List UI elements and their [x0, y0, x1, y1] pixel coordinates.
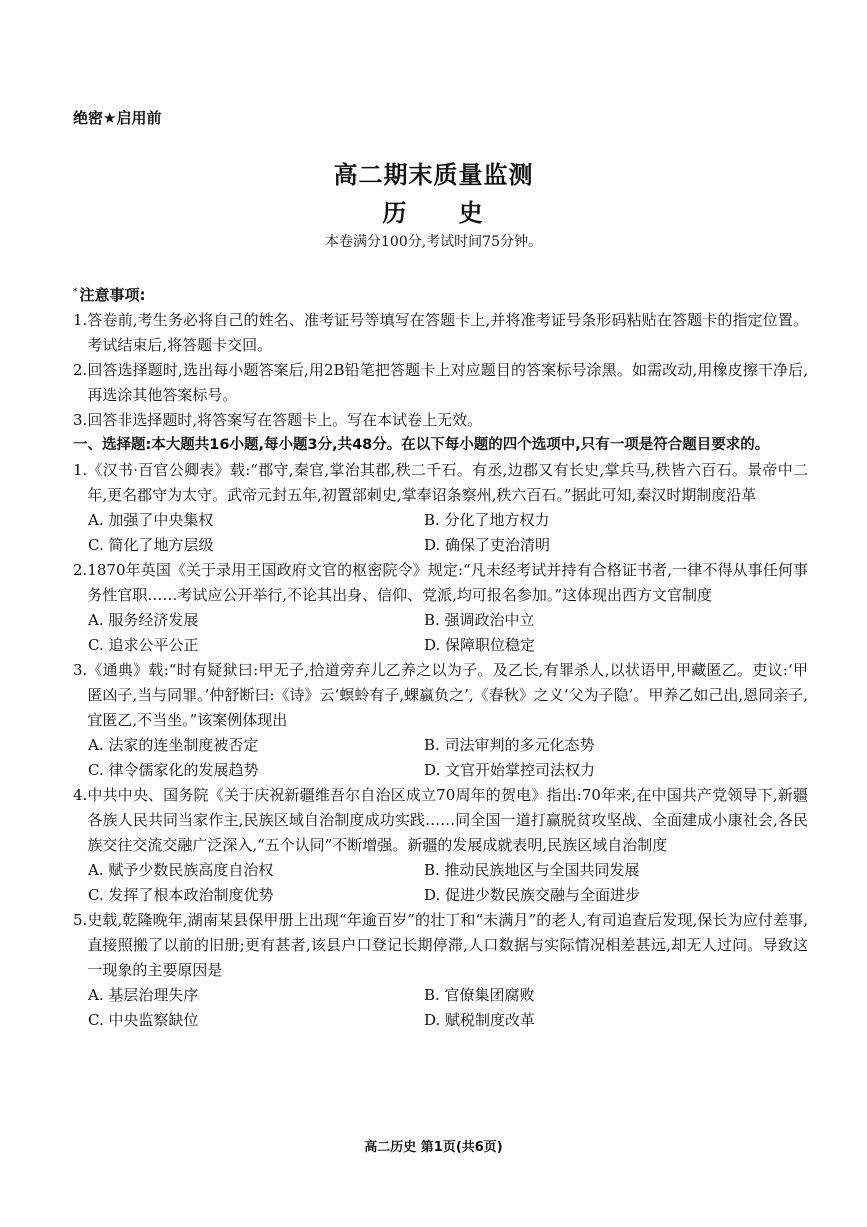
option-b: B. 司法审判的多元化态势: [424, 736, 595, 754]
options: [73, 858, 808, 908]
option-c: C. 中央监察缺位: [88, 1011, 199, 1029]
section-num: 一、: [73, 437, 102, 453]
question-stem: 《通典》载:“时有疑狱曰:甲无子,拾道旁弃儿乙养之以为子。及乙长,有罪杀人,以状语甲,甲藏匿乙。吏议:‘甲匿凶子,当与同罪。’仲舒断曰:《诗》云‘螟蛉有子,蜾蠃负之’,《春秋》之义‘父为子隐’。甲养乙如己出,恩同亲子,宜匿乙,不当坐。”该案例体现出: [87, 661, 808, 729]
notice-num: 1.: [73, 311, 88, 329]
option-a: A. 赋予少数民族高度自治权: [88, 861, 274, 879]
confidential-label: 绝密★启用前: [73, 109, 162, 127]
page-footer: 高二历史 第1页(共6页): [364, 1140, 503, 1155]
score-info: 本卷满分100分,考试时间75分钟。: [325, 234, 542, 250]
notice-heading: [73, 280, 808, 308]
option-c: C. 追求公平公正: [88, 636, 199, 654]
question-stem: 史载,乾隆晚年,湖南某县保甲册上出现“年逾百岁”的壮丁和“未满月”的老人,有司追查后发现,保长为应付差事,直接照搬了以前的旧册;更有甚者,该县户口登记长期停滞,人口数据与实际情况相差甚远,却无人过问。导致这一现象的主要原因是: [87, 911, 808, 979]
exam-title: 高二期末质量监测: [333, 160, 534, 189]
option-b: B. 分化了地方权力: [424, 511, 550, 529]
question-num: 2.: [73, 561, 88, 579]
option-d: D. 确保了吏治清明: [424, 536, 551, 554]
option-c: C. 律令儒家化的发展趋势: [88, 761, 259, 779]
notice-item-1: [73, 308, 808, 358]
notice-num: 3.: [73, 411, 88, 429]
options: [73, 608, 808, 658]
exam-content: [73, 280, 808, 1033]
notice-item-3: [73, 408, 808, 433]
option-a: A. 服务经济发展: [88, 611, 199, 629]
option-b: B. 推动民族地区与全国共同发展: [424, 861, 640, 879]
option-c: C. 简化了地方层级: [88, 536, 214, 554]
options: [73, 508, 808, 558]
notice-num: 2.: [73, 361, 88, 379]
question-3: [73, 658, 808, 783]
question-stem: 中共中央、国务院《关于庆祝新疆维吾尔自治区成立70周年的贺电》指出:70年来,在中国共产党领导下,新疆各族人民共同当家作主,民族区域自治制度成功实践……同全国一道打赢脱贫攻坚战、全面建成小康社会,各民族交往交流交融广泛深入,“五个认同”不断增强。新疆的发展成就表明,民族区域自治制度: [87, 786, 808, 854]
question-stem: 《汉书·百官公卿表》载:“郡守,秦官,掌治其郡,秩二千石。有丞,边郡又有长史,掌兵马,秩皆六百石。景帝中二年,更名郡守为太守。武帝元封五年,初置部刺史,掌奉诏条察州,秩六百石。”据此可知,秦汉时期制度沿革: [87, 461, 808, 504]
notice-item-2: [73, 358, 808, 408]
question-2: [73, 558, 808, 658]
option-b: B. 官僚集团腐败: [424, 986, 535, 1004]
question-stem: 1870年英国《关于录用王国政府文官的枢密院令》规定:“凡未经考试并持有合格证书者,一律不得从事任何事务性官职……考试应公开举行,不论其出身、信仰、党派,均可报名参加。”这体现出西方文官制度: [87, 561, 808, 604]
option-c: C. 发挥了根本政治制度优势: [88, 886, 274, 904]
question-num: 5.: [73, 911, 88, 929]
option-d: D. 保障职位稳定: [424, 636, 536, 654]
notice-heading-text: 注意事项:: [79, 286, 146, 304]
subject-title: 历 史: [382, 198, 505, 227]
question-num: 1.: [73, 461, 88, 479]
options: [73, 733, 808, 783]
option-a: A. 加强了中央集权: [88, 511, 214, 529]
notice-text: 答卷前,考生务必将自己的姓名、准考证号等填写在答题卡上,并将准考证号条形码粘贴在答题卡的指定位置。考试结束后,将答题卡交回。: [87, 311, 808, 354]
section-heading: [73, 433, 808, 458]
question-num: 3.: [73, 661, 88, 679]
options: [73, 983, 808, 1033]
notice-mark: *: [73, 287, 78, 297]
option-a: A. 法家的连坐制度被否定: [88, 736, 259, 754]
option-a: A. 基层治理失序: [88, 986, 199, 1004]
option-d: D. 赋税制度改革: [424, 1011, 536, 1029]
option-d: D. 文官开始掌控司法权力: [424, 761, 596, 779]
question-4: [73, 783, 808, 908]
question-num: 4.: [73, 786, 88, 804]
notice-text: 回答非选择题时,将答案写在答题卡上。写在本试卷上无效。: [87, 411, 483, 429]
option-b: B. 强调政治中立: [424, 611, 535, 629]
notice-text: 回答选择题时,选出每小题答案后,用2B铅笔把答题卡上对应题目的答案标号涂黑。如需改动,用橡皮擦干净后,再选涂其他答案标号。: [87, 361, 808, 404]
question-5: [73, 908, 808, 1033]
option-d: D. 促进少数民族交融与全面进步: [424, 886, 641, 904]
section-text: 选择题:本大题共16小题,每小题3分,共48分。在以下每小题的四个选项中,只有一项是符合题目要求的。: [102, 437, 770, 453]
question-1: [73, 458, 808, 558]
